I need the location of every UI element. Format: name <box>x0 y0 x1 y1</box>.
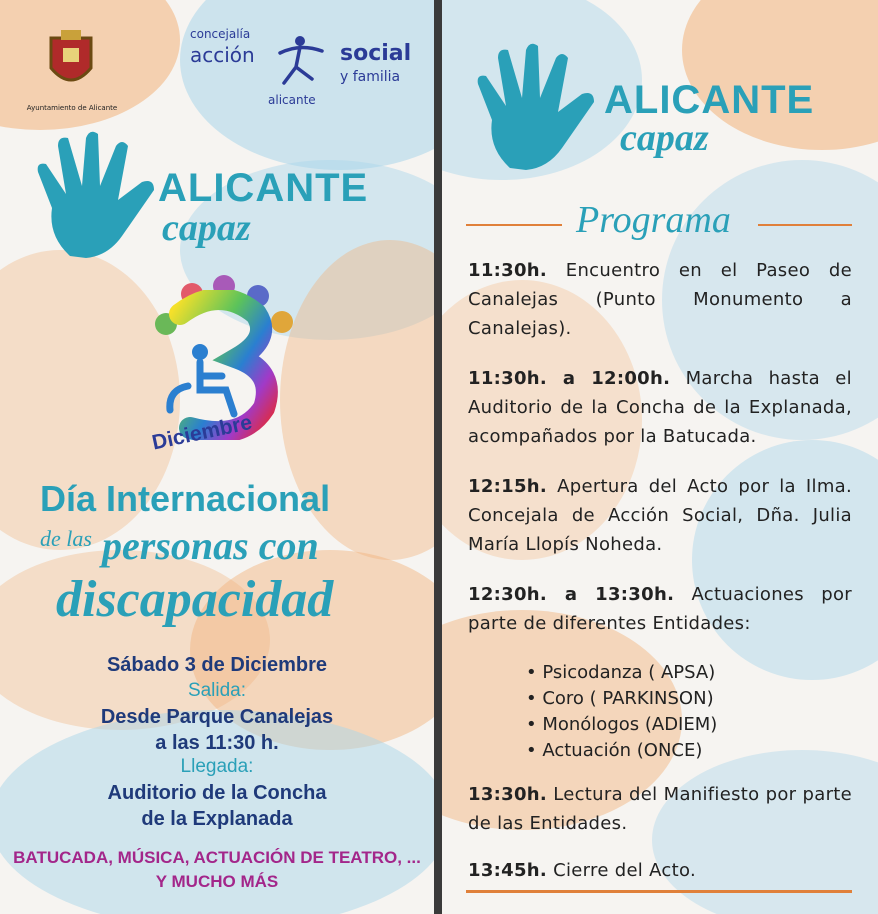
crest-caption: Ayuntamiento de Alicante <box>26 104 118 112</box>
list-item: • Actuación (ONCE) <box>526 738 717 764</box>
program-item: 13:45h. Cierre del Acto. <box>468 860 697 881</box>
headline-de-las: de las <box>40 526 92 551</box>
programa-rule-left <box>466 224 562 226</box>
headline-discapacidad: discapacidad <box>56 571 334 628</box>
salida-time: a las 11:30 h. <box>155 732 279 754</box>
concejalia-logo <box>190 27 420 107</box>
programa-title: Programa <box>576 199 731 241</box>
familia-label: y familia <box>340 69 401 85</box>
bottom-rule <box>466 890 852 893</box>
llegada-place-line2: de la Explanada <box>141 808 293 830</box>
accion-label: acción <box>190 43 255 67</box>
panel-divider <box>434 0 442 914</box>
left-panel <box>0 0 434 914</box>
event-date: Sábado 3 de Diciembre <box>106 654 328 676</box>
program-item: 13:30h. Lectura del Manifiesto por parte de las Entidades. <box>468 784 852 834</box>
alicante-label: alicante <box>268 93 316 107</box>
brand-subtitle: capaz <box>620 117 709 159</box>
headline-line1: Día Internacional <box>40 478 331 519</box>
right-panel <box>442 0 878 914</box>
salida-place: Desde Parque Canalejas <box>100 706 334 728</box>
city-crest-icon <box>46 28 96 92</box>
salida-label: Salida: <box>187 680 247 701</box>
social-label: social <box>340 41 412 66</box>
month-label: Diciembre <box>150 410 255 455</box>
brand-title: ALICANTE <box>158 166 369 210</box>
program-item: 11:30h. Encuentro en el Paseo de Canalejas (Punto Monumento a Canalejas). <box>468 260 852 339</box>
llegada-place-line1: Auditorio de la Concha <box>107 782 327 804</box>
llegada-label: Llegada: <box>180 756 254 777</box>
brand-subtitle: capaz <box>162 207 251 249</box>
hand-icon <box>470 40 610 172</box>
extras-line1: BATUCADA, MÚSICA, ACTUACIÓN DE TEATRO, ... <box>13 848 421 867</box>
list-item: • Coro ( PARKINSON) <box>526 686 717 712</box>
headline-personas: personas con <box>102 523 319 568</box>
concejalia-label: concejalía <box>190 27 251 41</box>
entidades-list <box>526 660 717 764</box>
programa-rule-right <box>758 224 852 226</box>
extras-line2: Y MUCHO MÁS <box>155 872 279 891</box>
program-item: 12:30h. a 13:30h. Actuaciones por parte de diferentes Entidades: <box>468 584 852 634</box>
list-item: • Monólogos (ADIEM) <box>526 712 717 738</box>
brand-title: ALICANTE <box>604 78 815 122</box>
list-item: • Psicodanza ( APSA) <box>526 660 717 686</box>
hand-icon <box>30 128 170 260</box>
dancer-figure-icon <box>270 31 330 91</box>
program-item: 11:30h. a 12:00h. Marcha hasta el Auditorio de la Concha de la Explanada, acompañados por la Batucada. <box>468 368 852 447</box>
program-item: 12:15h. Apertura del Acto por la Ilma. Concejala de Acción Social, Dña. Julia María Llopís Noheda. <box>468 476 852 555</box>
